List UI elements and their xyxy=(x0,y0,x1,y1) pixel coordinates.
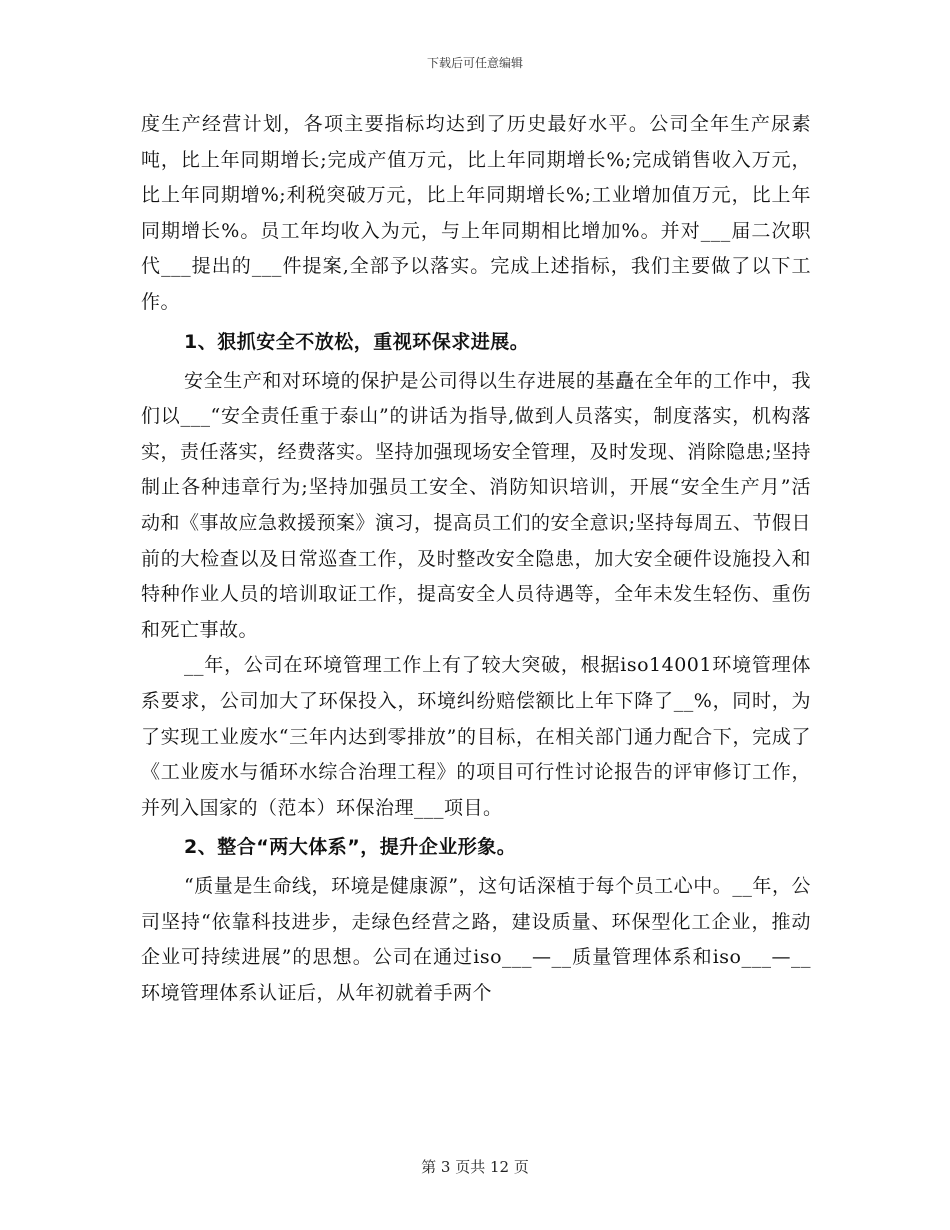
section-heading-2: 2、整合“两大体系”，提升企业形象。 xyxy=(184,836,517,859)
paragraph-4: “质量是生命线，环境是健康源”，这句话深植于每个员工心中。__年，公司坚持“依靠科技进步，走绿色经营之路，建设质量、环保型化工企业，推动企业可持续进展”的思想。公司在通过iso___—__质量管理体系和iso___—__环境管理体系认证后，从年初就着手两个 xyxy=(141,875,811,1005)
section-heading-1: 1、狠抓安全不放松，重视环保求进展。 xyxy=(184,330,530,353)
paragraph-2: 安全生产和对环境的保护是公司得以生存进展的基矗在全年的工作中，我们以___“安全责任重于泰山”的讲话为指导,做到人员落实，制度落实，机构落实，责任落实，经费落实。坚持加强现场安全管理，及时发现、消除隐患;坚持制止各种违章行为;坚持加强员工安全、消防知识培训，开展“安全生产月”活动和《事故应急救援预案》演习，提高员工们的安全意识;坚持每周五、节假日前的大检查以及日常巡查工作，及时整改安全隐患，加大安全硬件设施投入和特种作业人员的培训取证工作，提高安全人员待遇等，全年未发生轻伤、重伤和死亡事故。 xyxy=(141,369,811,641)
paragraph-1: 度生产经营计划，各项主要指标均达到了历史最好水平。公司全年生产尿素吨，比上年同期增长;完成产值万元，比上年同期增长%;完成销售收入万元，比上年同期增%;利税突破万元，比上年同期增长%;工业增加值万元，比上年同期增长%。员工年均收入为元，与上年同期相比增加%。并对___届二次职代___提出的___件提案,全部予以落实。完成上述指标，我们主要做了以下工作。 xyxy=(141,113,811,313)
page-header: 下载后可任意编辑 xyxy=(426,56,523,70)
paragraph-3: __年，公司在环境管理工作上有了较大突破，根据iso14001环境管理体系要求，公司加大了环保投入，环境纠纷赔偿额比上年下降了__%，同时，为了实现工业废水“三年内达到零排放”的目标，在相关部门通力配合下，完成了《工业废水与循环水综合治理工程》的项目可行性讨论报告的评审修订工作，并列入国家的（范本）环保治理___项目。 xyxy=(141,654,811,819)
page-footer: 第 3 页共 12 页 xyxy=(421,1158,529,1176)
document-body xyxy=(141,107,811,1012)
